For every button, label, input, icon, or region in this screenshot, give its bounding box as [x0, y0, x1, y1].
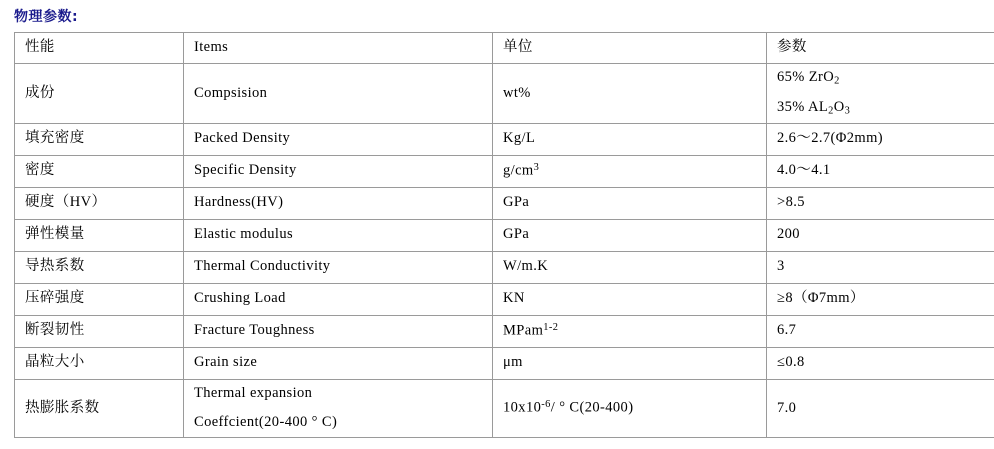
table-row — [15, 219, 994, 251]
column-header-property: 性能 — [15, 33, 184, 64]
table-row — [15, 315, 994, 347]
cell-property: 成份 — [15, 64, 184, 124]
table-row — [15, 64, 994, 124]
cell-value: 200 — [767, 219, 994, 251]
cell-item: Hardness(HV) — [184, 187, 493, 219]
cell-value — [767, 64, 994, 124]
table-row — [15, 347, 994, 379]
cell-unit: wt% — [493, 64, 767, 124]
cell-item: Grain size — [184, 347, 493, 379]
item-line-2: Coeffcient(20-400 ° C) — [194, 414, 338, 431]
cell-value: 6.7 — [767, 315, 994, 347]
value-line-2: 35% $AL_2O_3$ — [777, 99, 851, 117]
cell-unit: GPa — [493, 187, 767, 219]
cell-unit: Kg/L — [493, 123, 767, 155]
table-row — [15, 155, 994, 187]
cell-unit: μm — [493, 347, 767, 379]
table-header-row — [15, 33, 994, 64]
cell-value: ≤0.8 — [767, 347, 994, 379]
column-header-items: Items — [184, 33, 493, 64]
cell-value: >8.5 — [767, 187, 994, 219]
cell-item: Packed Density — [184, 123, 493, 155]
physical-parameters-table — [14, 32, 994, 438]
cell-item: Compsision — [184, 64, 493, 124]
cell-value: 7.0 — [767, 379, 994, 437]
cell-unit: $g/cm^3$ — [493, 155, 767, 187]
cell-unit: W/m.K — [493, 251, 767, 283]
cell-item — [184, 379, 493, 437]
cell-unit: KN — [493, 283, 767, 315]
table-row — [15, 283, 994, 315]
cell-property: 断裂韧性 — [15, 315, 184, 347]
table-row — [15, 379, 994, 437]
cell-item: Fracture Toughness — [184, 315, 493, 347]
cell-property: 晶粒大小 — [15, 347, 184, 379]
page-title: 物理参数: — [14, 9, 79, 25]
column-header-unit: 单位 — [493, 33, 767, 64]
cell-property: 弹性模量 — [15, 219, 184, 251]
cell-property: 密度 — [15, 155, 184, 187]
table-row — [15, 187, 994, 219]
cell-property: 导热系数 — [15, 251, 184, 283]
cell-property: 填充密度 — [15, 123, 184, 155]
cell-item: Specific Density — [184, 155, 493, 187]
cell-item: Elastic modulus — [184, 219, 493, 251]
column-header-value: 参数 — [767, 33, 994, 64]
cell-item: Crushing Load — [184, 283, 493, 315]
cell-value: 4.0～4.1 — [767, 155, 994, 187]
table-row — [15, 123, 994, 155]
cell-unit: MPam$^{1-2}$ — [493, 315, 767, 347]
cell-value: 3 — [767, 251, 994, 283]
cell-unit: $10x10^{-6}/$ ° C(20-400) — [493, 379, 767, 437]
item-line-1: Thermal expansion — [194, 384, 313, 401]
table-row — [15, 251, 994, 283]
cell-item: Thermal Conductivity — [184, 251, 493, 283]
cell-property: 硬度（HV） — [15, 187, 184, 219]
cell-property: 热膨胀系数 — [15, 379, 184, 437]
cell-value: ≥8（Φ7mm） — [767, 283, 994, 315]
cell-property: 压碎强度 — [15, 283, 184, 315]
value-line-1: 65% ZrO$_2$ — [777, 69, 840, 87]
cell-value: 2.6～2.7(Φ2mm) — [767, 123, 994, 155]
cell-unit: GPa — [493, 219, 767, 251]
